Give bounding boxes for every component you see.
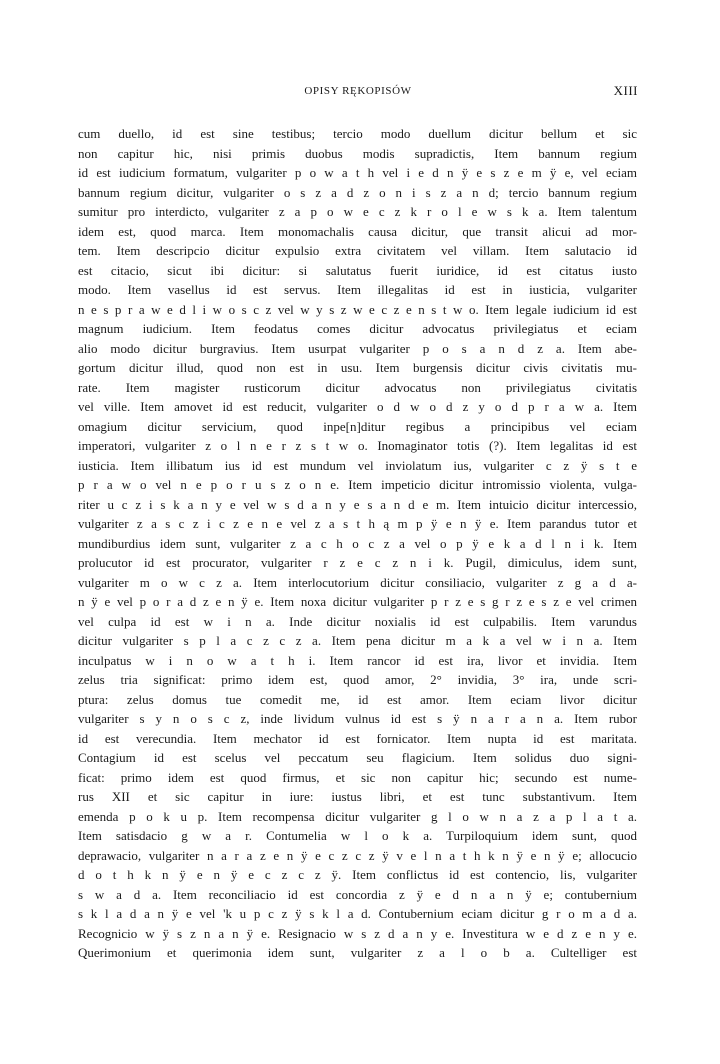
text-line: imperatori, vulgariter z o l n e r z s t w o. Inomaginator totis (?). Item legalitas id est [78,438,637,453]
text-line: riter u c z i s k a n y e vel w s d a n y e s a n d e m. Item intuicio dicitur intercessio, [78,496,637,512]
text-line: s w a d a. Item reconciliacio id est concordia z ÿ e d n a n ÿ e; contubernium [78,886,637,902]
text-line: deprawacio, vulgariter n a r a z e n ÿ e c z c z ÿ v e l n a t h k n ÿ e n ÿ e; allocucio [78,847,637,863]
text-line: alio modo dicitur burgravius. Item usurpat vulgariter p o s a n d z a. Item abe- [78,340,637,356]
text-line: omagium dicitur servicium, quod inpe[n]ditur regibus a principibus vel eciam [78,418,637,434]
text-line: bannum regium dicitur, vulgariter o s z a d z o n i s z a n d; tercio bannum regium [78,184,637,200]
text-line: tem. Item descripcio dicitur expulsio extra civitatem vel villam. Item salutacio id [78,243,637,258]
text-line: vulgariter s y n o s c z, inde lividum vulnus id est s ÿ n a r a n a. Item rubor [78,711,637,726]
text-line: cum duello, id est sine testibus; tercio modo duellum dicitur bellum et sic [78,126,637,141]
text-line: Contagium id est scelus vel peccatum seu flagicium. Item solidus duo signi- [78,750,637,765]
text-line: rate. Item magister rusticorum dicitur advocatus non privilegiatus civitatis [78,379,637,395]
text-line: rus XII et sic capitur in iure: iustus libri, et est tunc substantivum. Item [78,789,637,804]
text-line: est citacio, sicut ibi dicitur: si salutatus fuerit iuridice, id est citatus iusto [78,262,637,278]
text-line: dicitur vulgariter s p l a c z c z a. Item pena dicitur m a k a vel w i n a. Item [78,633,637,648]
text-line: idem est, quod marca. Item monomachalis causa dicitur, que transit alicui ad mor- [78,223,637,239]
text-line: ptura: zelus domus tue comedit me, id est amor. Item eciam livor dicitur [78,691,637,707]
text-line: id est iudicium formatum, vulgariter p o w a t h vel i e d n ÿ e s z e m ÿ e, vel eciam [78,165,637,180]
text-line: vulgariter m o w c z a. Item interlocutorium dicitur consiliacio, vulgariter z g a d a- [78,574,637,590]
running-head [78,82,638,102]
text-line: p r a w o vel n e p o r u s z o n e. Item impeticio dicitur intromissio violenta, vulga- [78,477,637,492]
text-line: vulgariter z a s c z i c z e n e vel z a s t h ą m p ÿ e n ÿ e. Item parandus tutor et [78,516,637,531]
text-line: d o t h k n ÿ e n ÿ e c z c z ÿ. Item conflictus id est contencio, lis, vulgariter [78,867,637,882]
text-line: n ÿ e vel p o r a d z e n ÿ e. Item noxa dicitur vulgariter p r z e s g r z e s z e vel crimen [78,594,637,609]
text-line: vel culpa id est w i n a. Inde dicitur noxialis id est culpabilis. Item varundus [78,613,637,629]
text-line: magnum iudicium. Item feodatus comes dicitur advocatus privilegiatus et eciam [78,321,637,336]
text-line: mundiburdius idem sunt, vulgariter z a c h o c z a vel o p ÿ e k a d l n i k. Item [78,535,637,551]
text-line: Recognicio w ÿ s z n a n ÿ e. Resignacio w s z d a n y e. Investitura w e d z e n y e. [78,925,637,941]
text-line: Querimonium et querimonia idem sunt, vulgariter z a l o b a. Cultelliger est [78,945,637,960]
page-number: XIII [613,83,638,98]
text-line: vel ville. Item amovet id est reducit, vulgariter o d w o d z y o d p r a w a. Item [78,399,637,414]
running-title: OPISY RĘKOPISÓW [304,85,412,97]
text-line: inculpatus w i n o w a t h i. Item rancor id est ira, livor et invidia. Item [78,652,637,668]
text-line: n e s p r a w e d l i w o s c z vel w y s z w e c z e n s t w o. Item legale iudicium id est [78,301,637,317]
text-line: modo. Item vasellus id est servus. Item illegalitas id est in iusticia, vulgariter [78,282,637,297]
text-line: ficat: primo idem est quod firmus, et sic non capitur hic; secundo est nume- [78,769,637,785]
text-line: emenda p o k u p. Item recompensa dicitur vulgariter g l o w n a z a p l a t a. [78,808,637,824]
text-line: prolucutor id est procurator, vulgariter r z e c z n i k. Pugil, dimiculus, idem sunt, [78,555,637,570]
text-line: zelus tria significat: primo idem est, quod amor, 2° invidia, 3° ira, unde scri- [78,672,637,687]
body-text [78,124,637,963]
text-line: non capitur hic, nisi primis duobus modis supradictis, Item bannum regium [78,145,637,161]
text-line: Item satisdacio g w a r. Contumelia w l o k a. Turpiloquium idem sunt, quod [78,828,637,843]
text-line: gortum dicitur illud, quod non est in usu. Item burgensis dicitur civis civitatis mu- [78,360,637,375]
text-line: id est verecundia. Item mechator id est fornicator. Item nupta id est maritata. [78,730,637,746]
text-line: s k l a d a n ÿ e vel 'k u p c z ÿ s k l a d. Contubernium eciam dicitur g r o m a d a. [78,906,637,921]
text-line: sumitur pro interdicto, vulgariter z a p o w e c z k r o l e w s k a. Item talentum [78,204,637,219]
text-line: iusticia. Item illibatum ius id est mundum vel inviolatum ius, vulgariter c z ÿ s t e [78,457,637,473]
